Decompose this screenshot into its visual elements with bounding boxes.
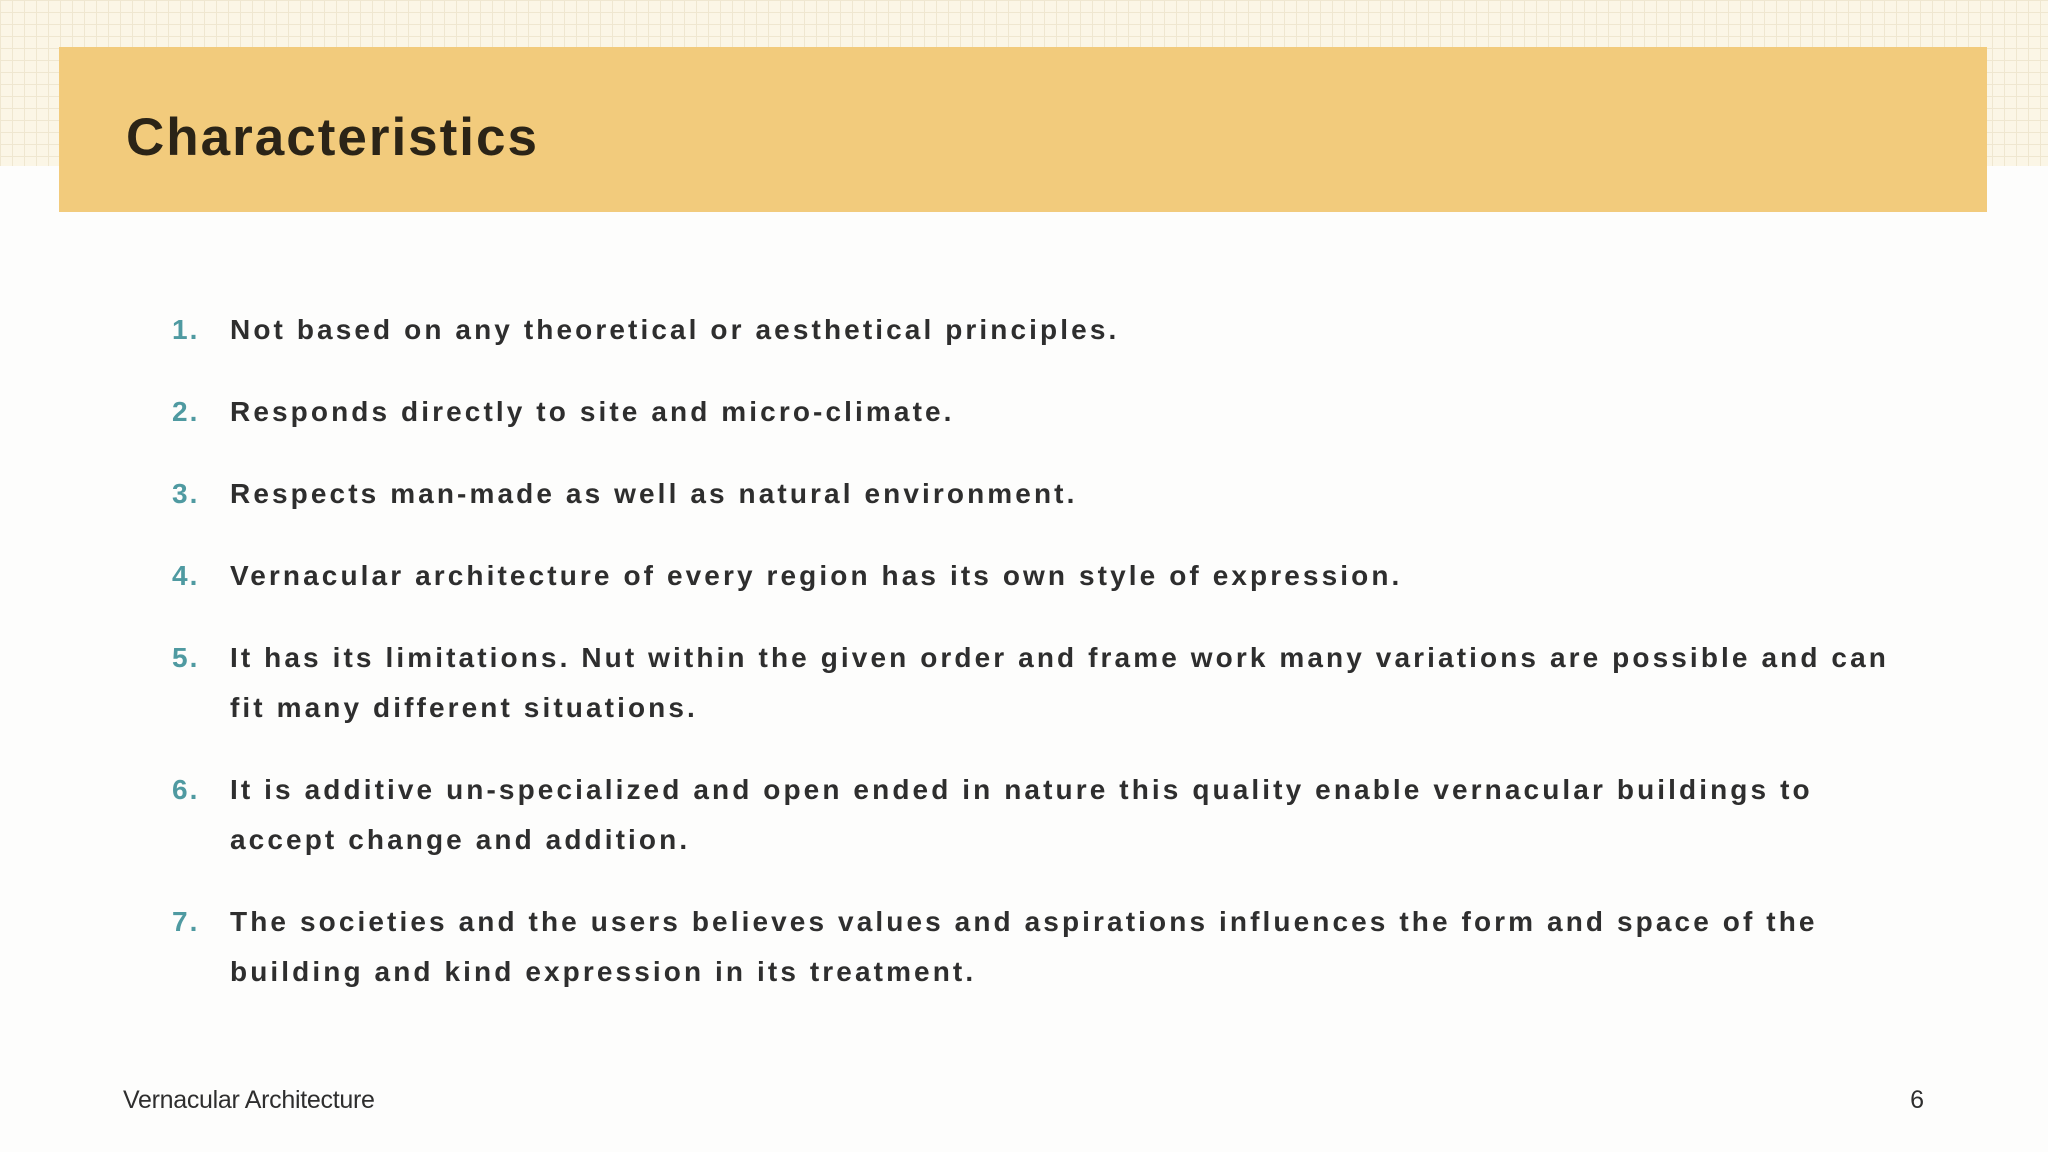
list-item-number: 3. [172,478,200,509]
list-item-text: The societies and the users believes values and aspirations influences the form and space of the building and kind expression in its treatment. [230,906,1818,987]
list-item-text: It is additive un-specialized and open ended in nature this quality enable vernacular buildings to accept change and addition. [230,774,1813,855]
list-item-text: Responds directly to site and micro-climate. [230,396,955,427]
list-item [172,387,1892,437]
list-item [172,469,1892,519]
list-item [172,633,1892,733]
list-item [172,305,1892,355]
list-item-number: 5. [172,642,200,673]
characteristics-list [172,305,1892,1029]
list-item-number: 7. [172,906,200,937]
list-item-number: 4. [172,560,200,591]
list-item-number: 1. [172,314,200,345]
list-item-text: Not based on any theoretical or aesthetical principles. [230,314,1120,345]
list-item [172,897,1892,997]
list-item-number: 6. [172,774,200,805]
footer-presentation-title: Vernacular Architecture [123,1086,375,1114]
list-item-text: It has its limitations. Nut within the given order and frame work many variations are possible and can fit many different situations. [230,642,1889,723]
list-item-text: Respects man-made as well as natural environment. [230,478,1078,509]
list-item [172,765,1892,865]
list-item-number: 2. [172,396,200,427]
list-item-text: Vernacular architecture of every region has its own style of expression. [230,560,1403,591]
page-number: 6 [1910,1086,1924,1114]
slide-title: Characteristics [126,108,539,167]
list-item [172,551,1892,601]
